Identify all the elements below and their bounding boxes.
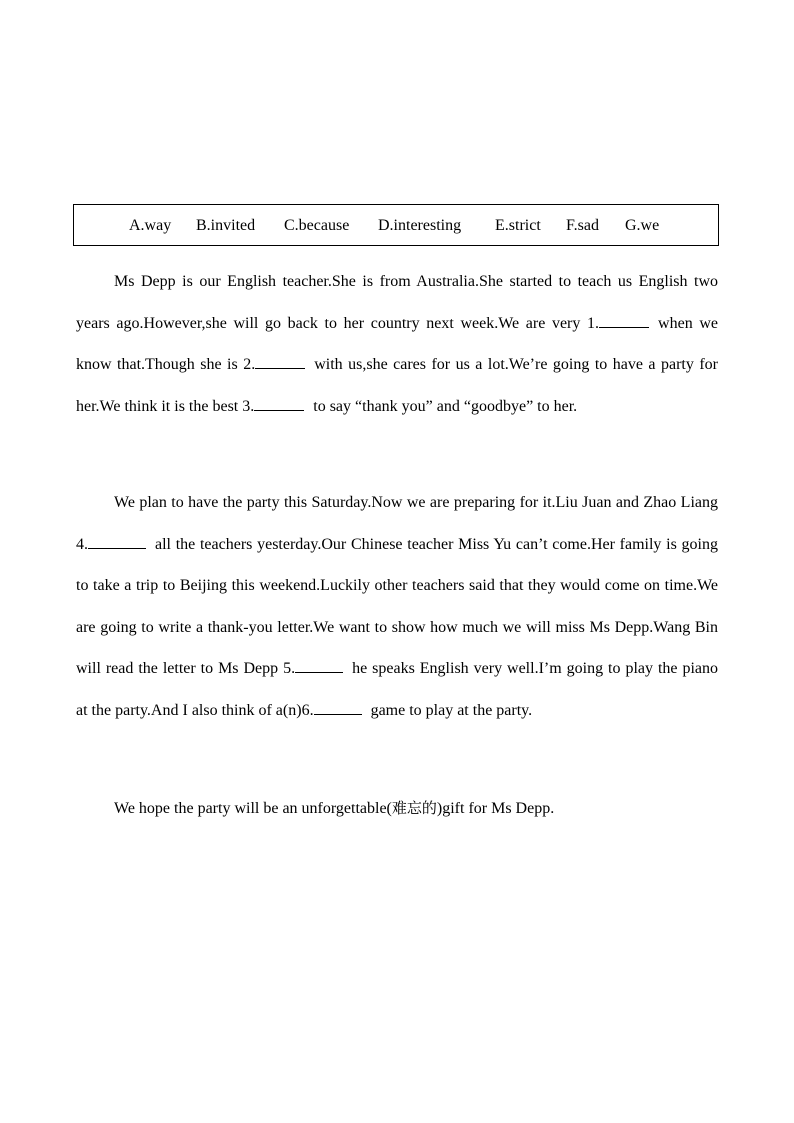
- blank-2-number: 2.: [243, 356, 256, 374]
- blank-4[interactable]: [88, 534, 146, 549]
- blank-2[interactable]: [255, 354, 305, 369]
- blank-4-number: 4.: [76, 535, 88, 553]
- p2-text-1: We plan to have the party this Saturday.Now we are preparing for it.Liu Juan and Zhao Liang: [114, 494, 718, 511]
- blank-5-number: 5.: [283, 660, 296, 678]
- blank-6[interactable]: [314, 700, 362, 715]
- p1-text-1: Ms Depp is our English teacher.She is from Australia.She started to teach us English two years ago.However,she will go back to her country next week.We are very: [76, 273, 718, 332]
- paragraph-3: [76, 788, 718, 830]
- word-option-b: B.invited: [196, 217, 256, 234]
- p2-text-3: he speaks English very well.I’m going to play the piano at the party.And I also think of a(n): [76, 660, 718, 719]
- word-option-c: C.because: [284, 217, 350, 234]
- p3-text-2: )gift for Ms Depp.: [436, 800, 555, 817]
- p1-text-3: with us,she cares for us a lot.We’re going to have a party for her.We think it is the best: [76, 356, 718, 415]
- word-option-d: D.interesting: [378, 217, 462, 234]
- blank-1[interactable]: [599, 313, 649, 328]
- blank-5[interactable]: [295, 658, 343, 673]
- paragraph-1: [76, 261, 718, 427]
- p2-text-2: all the teachers yesterday.Our Chinese teacher Miss Yu can’t come.Her family is going to take a trip to Beijing this weekend.Luckily other teachers said that they would come on time.We are going to write a thank-you letter.We want to show how much we will miss Ms Depp.Wang Bin will read the letter to Ms Depp: [76, 535, 718, 678]
- p1-text-4: to say “thank you” and “goodbye” to her.: [313, 397, 578, 415]
- blank-3[interactable]: [254, 396, 304, 411]
- word-option-f: F.sad: [566, 217, 599, 234]
- word-option-a: A.way: [129, 217, 172, 234]
- p3-chinese-gloss: 难忘的: [391, 799, 437, 817]
- p3-text-1: We hope the party will be an unforgettable(: [114, 800, 392, 817]
- paragraph-2: [76, 482, 718, 732]
- p2-text-4: game to play at the party.: [370, 701, 533, 719]
- p1-text-2: when we know that.Though she is: [76, 314, 719, 374]
- word-option-e: E.strict: [495, 217, 541, 234]
- blank-1-number: 1.: [587, 314, 600, 332]
- blank-6-number: 6.: [301, 701, 314, 719]
- blank-3-number: 3.: [242, 397, 255, 415]
- word-bank-box: [73, 204, 719, 246]
- word-option-g: G.we: [625, 217, 660, 234]
